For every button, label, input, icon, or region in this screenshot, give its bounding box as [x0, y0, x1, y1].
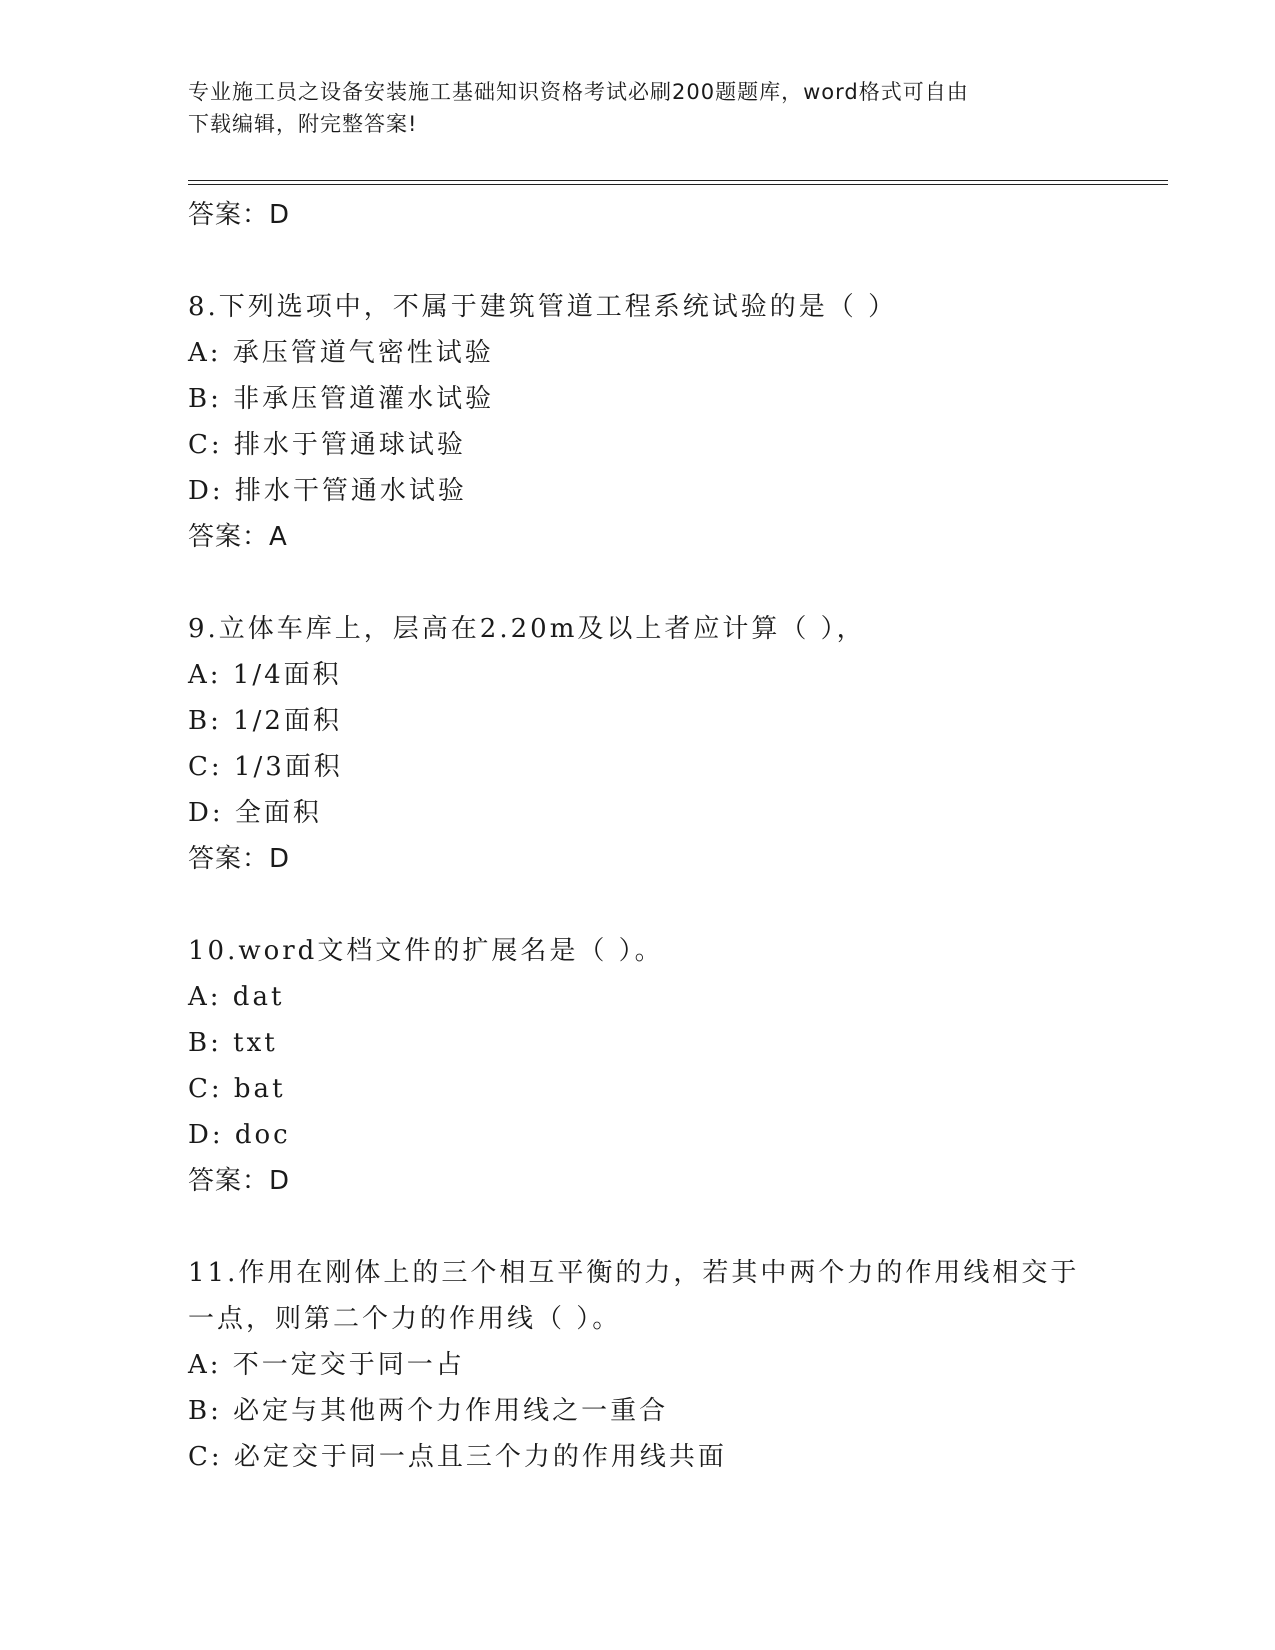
option-d: D: 全面积: [188, 798, 322, 828]
header-divider-bottom: [188, 184, 1168, 185]
option-d: D: doc: [188, 1120, 291, 1150]
answer-line: 答案：D: [188, 844, 291, 874]
header-divider-top: [188, 180, 1168, 181]
question-block: [188, 928, 1148, 1204]
option-a: A: 1/4面积: [188, 660, 342, 690]
option-c: C: 1/3面积: [188, 752, 343, 782]
question-block: [188, 284, 1148, 560]
header-line-2: 下载编辑，附完整答案!: [188, 112, 418, 136]
question-block: [188, 1250, 1148, 1480]
question-stem-line-1: 11.作用在刚体上的三个相互平衡的力，若其中两个力的作用线相交于: [188, 1258, 1080, 1288]
question-stem: 10.word文档文件的扩展名是（ ）。: [188, 936, 664, 966]
question-stem-line-2: 一点，则第二个力的作用线（ ）。: [188, 1304, 622, 1334]
option-c: C: bat: [188, 1074, 286, 1104]
option-a: A: dat: [188, 982, 285, 1012]
document-header: [188, 76, 1088, 140]
answer-line: 答案：D: [188, 1166, 291, 1196]
option-c: C: 必定交于同一点且三个力的作用线共面: [188, 1442, 727, 1472]
spacer: [188, 560, 1148, 606]
option-b: B: 非承压管道灌水试验: [188, 384, 495, 414]
header-line-1: 专业施工员之设备安装施工基础知识资格考试必刷200题题库，word格式可自由: [188, 80, 969, 104]
question-stem: 8.下列选项中，不属于建筑管道工程系统试验的是（ ）: [188, 292, 898, 322]
option-b: B: 1/2面积: [188, 706, 342, 736]
option-c: C: 排水于管通球试验: [188, 430, 466, 460]
spacer: [188, 238, 1148, 284]
spacer: [188, 882, 1148, 928]
answer-line: 答案：D: [188, 200, 291, 230]
answer-line: 答案：A: [188, 522, 288, 552]
question-list: [188, 192, 1148, 1480]
spacer: [188, 1204, 1148, 1250]
option-a: A: 承压管道气密性试验: [188, 338, 494, 368]
option-b: B: txt: [188, 1028, 278, 1058]
question-block: [188, 606, 1148, 882]
option-a: A: 不一定交于同一占: [188, 1350, 465, 1380]
option-d: D: 排水干管通水试验: [188, 476, 467, 506]
option-b: B: 必定与其他两个力作用线之一重合: [188, 1396, 669, 1426]
question-stem: 9.立体车库上，层高在2.20m及以上者应计算（ ），: [188, 614, 866, 644]
